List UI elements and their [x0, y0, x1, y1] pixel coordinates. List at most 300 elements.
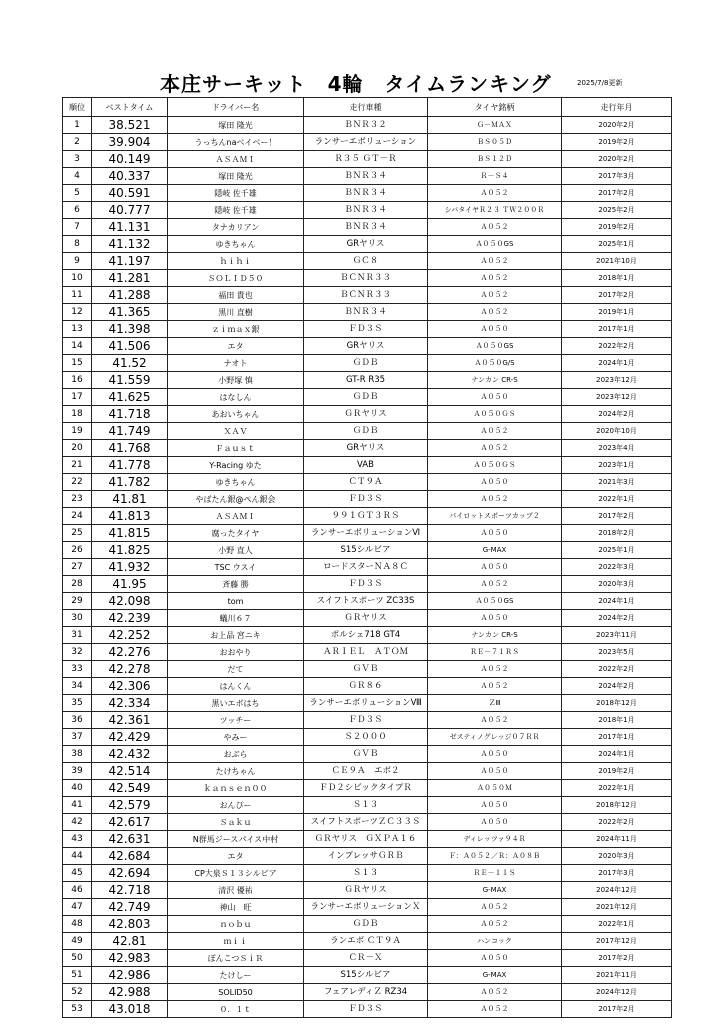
- date-cell: 2017年2月: [562, 185, 672, 202]
- rank-cell: 42: [63, 814, 92, 831]
- best-time-cell: 42.718: [92, 882, 168, 899]
- tire-cell: Ａ０５０: [428, 474, 562, 491]
- tire-cell: Ａ０５２: [428, 491, 562, 508]
- tire-cell: Ａ０５０: [428, 797, 562, 814]
- best-time-cell: 38.521: [92, 117, 168, 134]
- tire-cell: Ａ０５２: [428, 440, 562, 457]
- driver-cell: ゆきちゃん: [168, 236, 304, 253]
- tire-cell: ゼスティノグレッジ０７ＲＲ: [428, 729, 562, 746]
- date-cell: 2022年2月: [562, 661, 672, 678]
- tire-cell: Ｒ－Ｓ４: [428, 168, 562, 185]
- table-row: [63, 797, 672, 814]
- rank-cell: 2: [63, 134, 92, 151]
- table-row: [63, 576, 672, 593]
- rank-cell: 13: [63, 321, 92, 338]
- rank-cell: 31: [63, 627, 92, 644]
- best-time-cell: 42.432: [92, 746, 168, 763]
- date-cell: 2018年2月: [562, 525, 672, 542]
- date-cell: 2024年1月: [562, 355, 672, 372]
- date-cell: 2021年3月: [562, 474, 672, 491]
- table-row: [63, 236, 672, 253]
- car-cell: ランエボ ＣＴ９Ａ: [304, 933, 428, 950]
- date-cell: 2025年2月: [562, 202, 672, 219]
- best-time-cell: 41.197: [92, 253, 168, 270]
- rank-cell: 3: [63, 151, 92, 168]
- car-cell: ＦＤ３Ｓ: [304, 491, 428, 508]
- rank-cell: 1: [63, 117, 92, 134]
- date-cell: 2020年3月: [562, 576, 672, 593]
- car-cell: ＣＴ９Ａ: [304, 474, 428, 491]
- rank-cell: 27: [63, 559, 92, 576]
- driver-cell: Ｓａｋｕ: [168, 814, 304, 831]
- rank-cell: 47: [63, 899, 92, 916]
- date-cell: 2020年2月: [562, 117, 672, 134]
- table-row: [63, 763, 672, 780]
- date-cell: 2017年3月: [562, 168, 672, 185]
- table-row: [63, 865, 672, 882]
- best-time-cell: 41.288: [92, 287, 168, 304]
- driver-cell: N群馬ジースパイス中村: [168, 831, 304, 848]
- car-cell: ＦＤ３Ｓ: [304, 712, 428, 729]
- date-cell: 2024年1月: [562, 746, 672, 763]
- driver-cell: エタ: [168, 848, 304, 865]
- driver-cell: 腐ったタイヤ: [168, 525, 304, 542]
- date-cell: 2024年1月: [562, 593, 672, 610]
- date-cell: 2023年5月: [562, 644, 672, 661]
- tire-cell: G-MAX: [428, 882, 562, 899]
- car-cell: ランサーエボリューション: [304, 134, 428, 151]
- car-cell: Ｓ１３: [304, 865, 428, 882]
- driver-cell: ＸＡＶ: [168, 423, 304, 440]
- driver-cell: ｍｉｉ: [168, 933, 304, 950]
- date-cell: 2019年2月: [562, 134, 672, 151]
- table-row: [63, 287, 672, 304]
- rank-cell: 26: [63, 542, 92, 559]
- driver-cell: うっちんnaベイベー！: [168, 134, 304, 151]
- best-time-cell: 42.988: [92, 984, 168, 1001]
- best-time-cell: 42.617: [92, 814, 168, 831]
- car-cell: VAB: [304, 457, 428, 474]
- tire-cell: Ａ０５０: [428, 950, 562, 967]
- tire-cell: Ａ０５２: [428, 661, 562, 678]
- date-cell: 2024年11月: [562, 831, 672, 848]
- best-time-cell: 42.579: [92, 797, 168, 814]
- table-row: [63, 899, 672, 916]
- table-row: [63, 678, 672, 695]
- tire-cell: Ａ０５０GS: [428, 236, 562, 253]
- car-cell: ＧＤＢ: [304, 355, 428, 372]
- rank-cell: 25: [63, 525, 92, 542]
- car-cell: インプレッサＧＲＢ: [304, 848, 428, 865]
- date-cell: 2024年12月: [562, 984, 672, 1001]
- tire-cell: Ａ０５２: [428, 916, 562, 933]
- date-cell: 2022年1月: [562, 780, 672, 797]
- rank-cell: 48: [63, 916, 92, 933]
- rank-cell: 10: [63, 270, 92, 287]
- driver-cell: やばたん銀@ぺん銀会: [168, 491, 304, 508]
- driver-cell: 小野塚 慎: [168, 372, 304, 389]
- car-cell: Ｒ３５ ＧＴ－Ｒ: [304, 151, 428, 168]
- tire-cell: Ａ０５０: [428, 559, 562, 576]
- best-time-cell: 41.132: [92, 236, 168, 253]
- tire-cell: ＲＥ－７１ＲＳ: [428, 644, 562, 661]
- best-time-cell: 41.95: [92, 576, 168, 593]
- best-time-cell: 42.631: [92, 831, 168, 848]
- date-cell: 2020年2月: [562, 151, 672, 168]
- driver-cell: ＡＳＡＭＩ: [168, 508, 304, 525]
- table-row: [63, 202, 672, 219]
- tire-cell: ＢＳ０５Ｄ: [428, 134, 562, 151]
- header-driver: ドライバー名: [168, 98, 304, 117]
- tire-cell: Ａ０５２: [428, 423, 562, 440]
- date-cell: 2018年1月: [562, 712, 672, 729]
- driver-cell: 塚田 隆光: [168, 117, 304, 134]
- best-time-cell: 41.768: [92, 440, 168, 457]
- date-cell: 2023年11月: [562, 627, 672, 644]
- rank-cell: 51: [63, 967, 92, 984]
- tire-cell: Ａ０５０: [428, 321, 562, 338]
- tire-cell: Ａ０５０ＧＳ: [428, 406, 562, 423]
- rank-cell: 49: [63, 933, 92, 950]
- best-time-cell: 42.694: [92, 865, 168, 882]
- driver-cell: SOLID50: [168, 984, 304, 1001]
- driver-cell: ０．１ｔ: [168, 1001, 304, 1018]
- best-time-cell: 41.625: [92, 389, 168, 406]
- car-cell: ランサーエボリューションⅥ: [304, 525, 428, 542]
- rank-cell: 9: [63, 253, 92, 270]
- best-time-cell: 40.591: [92, 185, 168, 202]
- date-cell: 2017年1月: [562, 729, 672, 746]
- car-cell: ＦＤ３Ｓ: [304, 576, 428, 593]
- tire-cell: Ａ０５２: [428, 185, 562, 202]
- tire-cell: ＲＥ－１１Ｓ: [428, 865, 562, 882]
- car-cell: ＧＲヤリス: [304, 406, 428, 423]
- best-time-cell: 41.81: [92, 491, 168, 508]
- table-row: [63, 933, 672, 950]
- rank-cell: 20: [63, 440, 92, 457]
- date-cell: 2023年12月: [562, 389, 672, 406]
- car-cell: ＢＮＲ３４: [304, 219, 428, 236]
- table-row: [63, 168, 672, 185]
- driver-cell: 蟻川６７: [168, 610, 304, 627]
- table-row: [63, 253, 672, 270]
- date-cell: 2018年1月: [562, 270, 672, 287]
- car-cell: ＧＶＢ: [304, 746, 428, 763]
- table-row: [63, 950, 672, 967]
- car-cell: ＢＮＲ３４: [304, 202, 428, 219]
- table-row: [63, 457, 672, 474]
- tire-cell: Ｇ－ＭＡＸ: [428, 117, 562, 134]
- tire-cell: Ａ０５２: [428, 678, 562, 695]
- rank-cell: 15: [63, 355, 92, 372]
- date-cell: 2024年2月: [562, 406, 672, 423]
- car-cell: ＧＤＢ: [304, 389, 428, 406]
- driver-cell: 小野 直人: [168, 542, 304, 559]
- best-time-cell: 42.549: [92, 780, 168, 797]
- table-row: [63, 304, 672, 321]
- best-time-cell: 42.276: [92, 644, 168, 661]
- table-row: [63, 338, 672, 355]
- best-time-cell: 42.81: [92, 933, 168, 950]
- rank-cell: 52: [63, 984, 92, 1001]
- rank-cell: 45: [63, 865, 92, 882]
- tire-cell: ＺⅢ: [428, 695, 562, 712]
- table-row: [63, 185, 672, 202]
- table-row: [63, 848, 672, 865]
- driver-cell: TSC ウスイ: [168, 559, 304, 576]
- table-row: [63, 559, 672, 576]
- best-time-cell: 41.749: [92, 423, 168, 440]
- date-cell: 2025年1月: [562, 236, 672, 253]
- table-row: [63, 610, 672, 627]
- driver-cell: たけちゃん: [168, 763, 304, 780]
- table-row: [63, 508, 672, 525]
- date-cell: 2018年12月: [562, 797, 672, 814]
- driver-cell: やみー: [168, 729, 304, 746]
- table-row: [63, 695, 672, 712]
- date-cell: 2025年1月: [562, 542, 672, 559]
- car-cell: GT-R R35: [304, 372, 428, 389]
- table-row: [63, 729, 672, 746]
- best-time-cell: 42.278: [92, 661, 168, 678]
- best-time-cell: 42.306: [92, 678, 168, 695]
- rank-cell: 30: [63, 610, 92, 627]
- car-cell: ＧＤＢ: [304, 916, 428, 933]
- rank-cell: 34: [63, 678, 92, 695]
- best-time-cell: 42.361: [92, 712, 168, 729]
- car-cell: GRヤリス: [304, 338, 428, 355]
- driver-cell: 福田 貴也: [168, 287, 304, 304]
- best-time-cell: 42.239: [92, 610, 168, 627]
- date-cell: 2017年2月: [562, 950, 672, 967]
- car-cell: ＣＲ－Ｘ: [304, 950, 428, 967]
- best-time-cell: 42.983: [92, 950, 168, 967]
- date-cell: 2023年12月: [562, 372, 672, 389]
- page-title: 本庄サーキット 4輪 タイムランキング: [160, 72, 552, 96]
- best-time-cell: 40.149: [92, 151, 168, 168]
- table-row: [63, 712, 672, 729]
- driver-cell: 斉藤 勝: [168, 576, 304, 593]
- best-time-cell: 43.018: [92, 1001, 168, 1018]
- rank-cell: 32: [63, 644, 92, 661]
- rank-cell: 40: [63, 780, 92, 797]
- car-cell: ＧＲ８６: [304, 678, 428, 695]
- header-row: [63, 98, 672, 117]
- driver-cell: 隠岐 佐千雄: [168, 202, 304, 219]
- best-time-cell: 41.506: [92, 338, 168, 355]
- tire-cell: Ａ０５０: [428, 525, 562, 542]
- table-row: [63, 474, 672, 491]
- tire-cell: ナンカン CR-S: [428, 627, 562, 644]
- date-cell: 2021年12月: [562, 899, 672, 916]
- date-cell: 2017年3月: [562, 865, 672, 882]
- date-cell: 2022年3月: [562, 559, 672, 576]
- best-time-cell: 41.398: [92, 321, 168, 338]
- rank-cell: 39: [63, 763, 92, 780]
- table-row: [63, 593, 672, 610]
- best-time-cell: 42.252: [92, 627, 168, 644]
- best-time-cell: 42.684: [92, 848, 168, 865]
- car-cell: ＧＲヤリス: [304, 610, 428, 627]
- best-time-cell: 41.932: [92, 559, 168, 576]
- rank-cell: 28: [63, 576, 92, 593]
- header-best-time: ベストタイム: [92, 98, 168, 117]
- driver-cell: はんくん: [168, 678, 304, 695]
- best-time-cell: 42.803: [92, 916, 168, 933]
- car-cell: ロードスターＮＡ８Ｃ: [304, 559, 428, 576]
- car-cell: フェアレディＺ RZ34: [304, 984, 428, 1001]
- tire-cell: Ａ０５２: [428, 287, 562, 304]
- date-cell: 2022年1月: [562, 491, 672, 508]
- driver-cell: だて: [168, 661, 304, 678]
- driver-cell: ツッチー: [168, 712, 304, 729]
- rank-cell: 36: [63, 712, 92, 729]
- tire-cell: パイロットスポーツカップ２: [428, 508, 562, 525]
- car-cell: ＧＲヤリス: [304, 882, 428, 899]
- best-time-cell: 41.815: [92, 525, 168, 542]
- rank-cell: 8: [63, 236, 92, 253]
- table-row: [63, 321, 672, 338]
- car-cell: ＢＣＮＲ３３: [304, 270, 428, 287]
- car-cell: ＧＲヤリス ＧＸＰＡ１６: [304, 831, 428, 848]
- ranking-body: [63, 117, 672, 1018]
- car-cell: GRヤリス: [304, 236, 428, 253]
- header-tire: タイヤ銘柄: [428, 98, 562, 117]
- rank-cell: 16: [63, 372, 92, 389]
- car-cell: スイフトスポーツＺＣ３３Ｓ: [304, 814, 428, 831]
- car-cell: ＦＤ３Ｓ: [304, 321, 428, 338]
- best-time-cell: 41.825: [92, 542, 168, 559]
- date-cell: 2019年2月: [562, 763, 672, 780]
- table-row: [63, 967, 672, 984]
- tire-cell: Ａ０５０: [428, 610, 562, 627]
- tire-cell: Ａ０５０G/S: [428, 355, 562, 372]
- table-row: [63, 117, 672, 134]
- tire-cell: Ａ０５２: [428, 1001, 562, 1018]
- rank-cell: 43: [63, 831, 92, 848]
- tire-cell: G-MAX: [428, 542, 562, 559]
- rank-cell: 14: [63, 338, 92, 355]
- date-cell: 2022年1月: [562, 916, 672, 933]
- tire-cell: G-MAX: [428, 967, 562, 984]
- driver-cell: 黒いエボはち: [168, 695, 304, 712]
- driver-cell: ｋａｎｓｅｎ００: [168, 780, 304, 797]
- rank-cell: 35: [63, 695, 92, 712]
- rank-cell: 21: [63, 457, 92, 474]
- car-cell: ＣＥ９Ａ エボ２: [304, 763, 428, 780]
- driver-cell: ゆきちゃん: [168, 474, 304, 491]
- table-row: [63, 270, 672, 287]
- tire-cell: Ａ０５０: [428, 389, 562, 406]
- date-cell: 2024年12月: [562, 882, 672, 899]
- table-row: [63, 440, 672, 457]
- car-cell: S15シルビア: [304, 542, 428, 559]
- date-cell: 2023年1月: [562, 457, 672, 474]
- rank-cell: 38: [63, 746, 92, 763]
- table-row: [63, 134, 672, 151]
- table-row: [63, 627, 672, 644]
- tire-cell: Ａ０５０: [428, 746, 562, 763]
- tire-cell: Ａ０５２: [428, 253, 562, 270]
- rank-cell: 37: [63, 729, 92, 746]
- table-row: [63, 746, 672, 763]
- best-time-cell: 41.52: [92, 355, 168, 372]
- table-row: [63, 780, 672, 797]
- rank-cell: 41: [63, 797, 92, 814]
- best-time-cell: 42.986: [92, 967, 168, 984]
- tire-cell: Ａ０５０ＧＳ: [428, 457, 562, 474]
- best-time-cell: 41.782: [92, 474, 168, 491]
- rank-cell: 33: [63, 661, 92, 678]
- table-row: [63, 406, 672, 423]
- table-row: [63, 219, 672, 236]
- driver-cell: おおやり: [168, 644, 304, 661]
- tire-cell: Ａ０５０: [428, 763, 562, 780]
- update-date: 2025/7/8更新: [577, 79, 623, 87]
- table-row: [63, 1001, 672, 1018]
- driver-cell: 神山 旺: [168, 899, 304, 916]
- car-cell: ＧＶＢ: [304, 661, 428, 678]
- tire-cell: シバタイヤＲ２３ ＴＷ２００Ｒ: [428, 202, 562, 219]
- table-row: [63, 644, 672, 661]
- rank-cell: 4: [63, 168, 92, 185]
- rank-cell: 24: [63, 508, 92, 525]
- car-cell: ＢＣＮＲ３３: [304, 287, 428, 304]
- rank-cell: 44: [63, 848, 92, 865]
- best-time-cell: 42.429: [92, 729, 168, 746]
- best-time-cell: 41.365: [92, 304, 168, 321]
- table-row: [63, 882, 672, 899]
- driver-cell: ｈｉｈｉ: [168, 253, 304, 270]
- best-time-cell: 41.131: [92, 219, 168, 236]
- rank-cell: 17: [63, 389, 92, 406]
- table-row: [63, 525, 672, 542]
- table-row: [63, 389, 672, 406]
- rank-cell: 12: [63, 304, 92, 321]
- tire-cell: Ａ０５０GS: [428, 593, 562, 610]
- tire-cell: Ａ０５２: [428, 984, 562, 1001]
- driver-cell: CP大泉Ｓ１３シルビア: [168, 865, 304, 882]
- driver-cell: ナオト: [168, 355, 304, 372]
- driver-cell: Ｆａｕｓｔ: [168, 440, 304, 457]
- driver-cell: おんぴー: [168, 797, 304, 814]
- driver-cell: ＳＯＬＩＤ５０: [168, 270, 304, 287]
- driver-cell: たけしー: [168, 967, 304, 984]
- car-cell: S15シルビア: [304, 967, 428, 984]
- table-row: [63, 542, 672, 559]
- date-cell: 2017年2月: [562, 508, 672, 525]
- date-cell: 2024年2月: [562, 610, 672, 627]
- car-cell: ＧＣ８: [304, 253, 428, 270]
- tire-cell: Ａ０５０Ｍ: [428, 780, 562, 797]
- car-cell: Ｓ１３: [304, 797, 428, 814]
- driver-cell: 隠岐 佐千雄: [168, 185, 304, 202]
- table-row: [63, 916, 672, 933]
- header-date: 走行年月: [562, 98, 672, 117]
- best-time-cell: 42.334: [92, 695, 168, 712]
- car-cell: GRヤリス: [304, 440, 428, 457]
- tire-cell: ディレッツァ９４Ｒ: [428, 831, 562, 848]
- driver-cell: あおいちゃん: [168, 406, 304, 423]
- table-row: [63, 491, 672, 508]
- rank-cell: 5: [63, 185, 92, 202]
- car-cell: ＦＤ２シビックタイプＲ: [304, 780, 428, 797]
- date-cell: 2019年1月: [562, 304, 672, 321]
- rank-cell: 22: [63, 474, 92, 491]
- tire-cell: Ａ０５２: [428, 576, 562, 593]
- rank-cell: 6: [63, 202, 92, 219]
- date-cell: 2018年12月: [562, 695, 672, 712]
